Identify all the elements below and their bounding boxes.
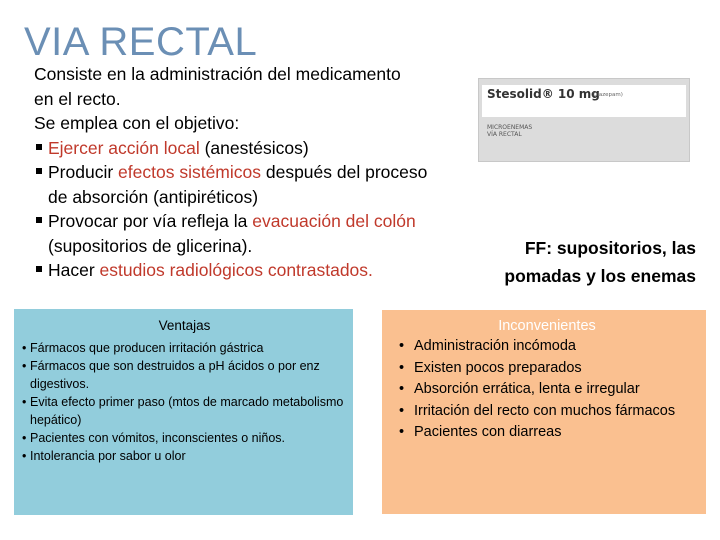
- disadvantages-box: [382, 310, 706, 514]
- product-line-2: VÍA RECTAL: [487, 131, 522, 138]
- square-bullet-icon: [36, 144, 42, 150]
- list-item: • Existen pocos preparados: [394, 358, 700, 380]
- objective-highlight: estudios radiológicos contrastados.: [99, 260, 373, 280]
- objective-highlight: evacuación del colón: [252, 211, 416, 231]
- pharmaceutical-forms-note: [454, 234, 696, 290]
- list-item: • Irritación del recto con muchos fármacos: [394, 401, 700, 423]
- advantages-list: [22, 339, 347, 465]
- objective-item: [34, 258, 504, 283]
- advantages-box: [14, 309, 353, 515]
- disadvantages-list: [394, 336, 700, 444]
- advantages-heading: Ventajas: [158, 318, 211, 333]
- list-item: • Fármacos que producen irritación gástrica: [22, 339, 347, 357]
- objective-continuation: (supositorios de glicerina).: [48, 235, 253, 256]
- square-bullet-icon: [36, 266, 42, 272]
- list-item: • Absorción errática, lenta e irregular: [394, 379, 700, 401]
- product-line-1: MICROENEMAS: [487, 124, 533, 131]
- list-item: • Evita efecto primer paso (mtos de marcado metabolismo hepático): [22, 393, 347, 429]
- list-item: • Fármacos que son destruidos a pH ácidos o por enz digestivos.: [22, 357, 347, 393]
- objective-item: [34, 209, 504, 234]
- product-package-image: [478, 78, 690, 162]
- list-item: • Pacientes con vómitos, inconscientes o niños.: [22, 429, 347, 447]
- objective-continuation: de absorción (antipiréticos): [48, 186, 259, 207]
- objective-highlight: efectos sistémicos: [118, 162, 261, 182]
- list-item: • Pacientes con diarreas: [394, 422, 700, 444]
- intro-line-1: Consiste en la administración del medicamento: [34, 64, 401, 84]
- objective-item: [34, 160, 504, 185]
- square-bullet-icon: [36, 168, 42, 174]
- ff-line-1: FF: supositorios, las: [524, 238, 696, 258]
- objective-text: Producir: [48, 162, 119, 182]
- purpose-heading: Se emplea con el objetivo:: [34, 113, 240, 133]
- objective-text: Hacer: [48, 260, 100, 280]
- objective-text: Provocar por vía refleja la: [48, 211, 253, 231]
- product-subtitle: (Diazepam): [591, 92, 623, 98]
- objective-text: después del proceso: [261, 162, 428, 182]
- disadvantages-heading: Inconvenientes: [498, 318, 596, 334]
- square-bullet-icon: [36, 217, 42, 223]
- objective-item: [34, 136, 504, 161]
- product-brand: Stesolid® 10 mg: [487, 87, 600, 101]
- ff-line-2: pomadas y los enemas: [504, 266, 696, 286]
- objective-text: (anestésicos): [199, 137, 309, 158]
- list-item: • Intolerancia por sabor u olor: [22, 447, 347, 465]
- objective-highlight: Ejercer acción local: [48, 137, 200, 158]
- slide-title: VIA RECTAL: [24, 20, 258, 64]
- intro-line-2: en el recto.: [34, 88, 121, 109]
- list-item: • Administración incómoda: [394, 336, 700, 358]
- slide-body: [34, 62, 504, 283]
